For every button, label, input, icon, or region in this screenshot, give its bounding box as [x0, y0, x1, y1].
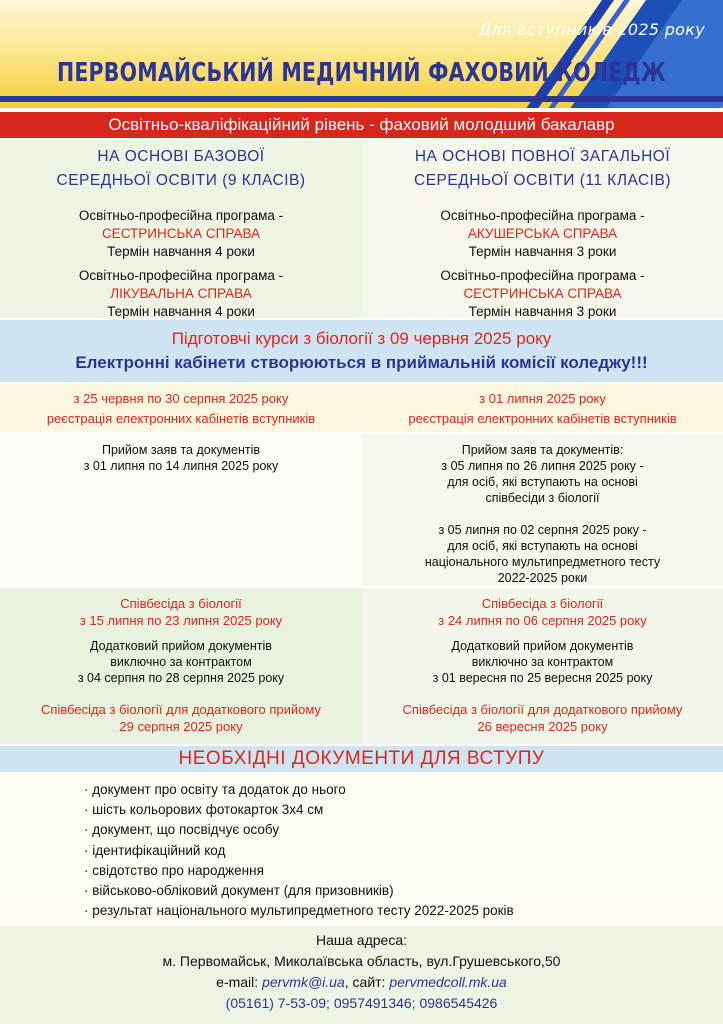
acceptance-note: співбесіди з біології — [485, 491, 600, 505]
document-item: · документ, що посвідчує особу — [84, 820, 723, 840]
qualification-level-bar: Освітньо-кваліфікаційний рівень - фаховий молодший бакалавр — [0, 112, 723, 138]
acceptance-title: Прийом заяв та документів: — [461, 443, 624, 457]
prep-courses-text: Підготовчі курси з біології з 09 червня 2025 року — [171, 329, 552, 348]
program-label: Освітньо-професійна програма - — [78, 268, 284, 283]
program-column-left — [0, 140, 362, 318]
program-term: Термін навчання 4 роки — [107, 244, 255, 259]
program-term: Термін навчання 4 роки — [107, 304, 255, 319]
contact-line — [0, 972, 723, 993]
header-banner — [0, 0, 723, 108]
site-label: , сайт: — [344, 974, 390, 990]
right-heading-2: СЕРЕДНЬОЇ ОСВІТИ (11 КЛАСІВ) — [414, 172, 671, 189]
program-term: Термін навчання 3 роки — [468, 304, 617, 319]
documents-header-band — [0, 746, 723, 772]
acceptance-note: національного мультипредметного тесту — [424, 555, 661, 569]
interview-title: Співбесіда з біології — [481, 596, 604, 611]
document-item: · результат національного мультипредметного тесту 2022-2025 років — [84, 901, 723, 921]
program-name: СЕСТРИНСЬКА СПРАВА — [463, 286, 622, 301]
extra-intake-note: виключно за контрактом — [471, 655, 614, 669]
phone-numbers: (05161) 7-53-09; 0957491346; 0986545426 — [225, 995, 498, 1011]
document-item: · ідентифікаційний код — [84, 841, 723, 861]
registration-dates: з 01 липня 2025 року — [479, 391, 606, 406]
tagline: Для вступників 2025 року — [478, 20, 705, 39]
registration-text: реєстрація електронних кабінетів вступників — [408, 410, 677, 426]
registration-text: реєстрація електронних кабінетів вступників — [46, 410, 316, 426]
program-name: СЕСТРИНСЬКА СПРАВА — [101, 226, 261, 241]
extra-intake-dates: з 01 вересня по 25 вересня 2025 року — [432, 671, 653, 685]
email-link[interactable]: pervmk@i.ua — [262, 974, 345, 990]
interview-title: Співбесіда з біології — [120, 596, 242, 611]
document-item: · свідотство про народження — [84, 861, 723, 881]
acceptance-note: 2022-2025 роки — [497, 571, 588, 585]
acceptance-right — [362, 434, 723, 586]
extra-intake-dates: з 04 серпня по 28 серпня 2025 року — [77, 671, 285, 685]
program-label: Освітньо-професійна програма - — [440, 268, 645, 283]
program-column-right — [362, 140, 723, 318]
footer-contacts — [0, 926, 723, 1024]
program-label: Освітньо-професійна програма - — [440, 208, 645, 223]
address-title: Наша адреса: — [315, 932, 407, 948]
documents-list — [0, 772, 723, 921]
extra-interview-date: 29 серпня 2025 року — [119, 718, 243, 734]
documents-title: НЕОБХІДНІ ДОКУМЕНТИ ДЛЯ ВСТУПУ — [178, 748, 545, 769]
left-heading-2: СЕРЕДНЬОЇ ОСВІТИ (9 КЛАСІВ) — [56, 172, 306, 189]
interview-dates: з 24 липня по 06 серпня 2025 року — [438, 612, 647, 628]
interview-right — [362, 588, 723, 744]
registration-left — [0, 384, 362, 432]
left-heading-1: НА ОСНОВІ БАЗОВОЇ — [97, 148, 265, 165]
acceptance-note: для осіб, які вступають на основі — [447, 539, 638, 553]
document-item: · документ про освіту та додаток до нього — [84, 780, 723, 800]
acceptance-dates: з 01 липня по 14 липня 2025 року — [83, 459, 279, 473]
interview-left — [0, 588, 362, 744]
extra-interview-title: Співбесіда з біології для додаткового прийому — [41, 702, 321, 717]
right-heading-1: НА ОСНОВІ ПОВНОЇ ЗАГАЛЬНОЇ — [414, 148, 671, 165]
program-term: Термін навчання 3 роки — [468, 244, 617, 259]
college-title: ПЕРВОМАЙСЬКИЙ МЕДИЧНИЙ ФАХОВИЙ КОЛЕДЖ — [57, 57, 666, 87]
acceptance-title: Прийом заяв та документів — [101, 443, 261, 457]
extra-intake-title: Додатковий прийом документів — [451, 639, 634, 653]
acceptance-dates: з 05 липня по 02 серпня 2025 року - — [438, 523, 647, 537]
program-name: АКУШЕРСЬКА СПРАВА — [467, 226, 618, 241]
title-underline — [0, 96, 723, 102]
document-item: · військово-обліковий документ (для призовників) — [84, 881, 723, 901]
program-name: ЛІКУВАЛЬНА СПРАВА — [110, 286, 252, 301]
registration-dates: з 25 червня по 30 серпня 2025 року — [73, 391, 289, 406]
registration-right — [362, 384, 723, 432]
extra-intake-note: виключно за контрактом — [110, 655, 252, 669]
extra-interview-title: Співбесіда з біології для додаткового прийому — [402, 702, 683, 717]
address-text: м. Первомайськ, Миколаївська область, вул.Грушевського,50 — [162, 953, 561, 969]
documents-section — [0, 772, 723, 924]
announcement-band — [0, 320, 723, 382]
acceptance-dates: з 05 липня по 26 липня 2025 року - — [441, 459, 644, 473]
interview-dates: з 15 липня по 23 липня 2025 року — [79, 612, 283, 628]
document-item: · шість кольорових фотокарток 3х4 см — [84, 800, 723, 820]
extra-intake-title: Додатковий прийом документів — [90, 639, 272, 653]
extra-interview-date: 26 вересня 2025 року — [477, 718, 608, 734]
acceptance-note: для осіб, які вступають на основі — [447, 475, 638, 489]
cabinets-notice: Електронні кабінети створюються в приймальній комісії коледжу!!! — [75, 353, 648, 372]
program-label: Освітньо-професійна програма - — [78, 208, 284, 223]
website-link[interactable]: pervmedcoll.mk.ua — [389, 974, 507, 990]
acceptance-left — [0, 434, 362, 586]
email-label: e-mail: — [216, 974, 263, 990]
